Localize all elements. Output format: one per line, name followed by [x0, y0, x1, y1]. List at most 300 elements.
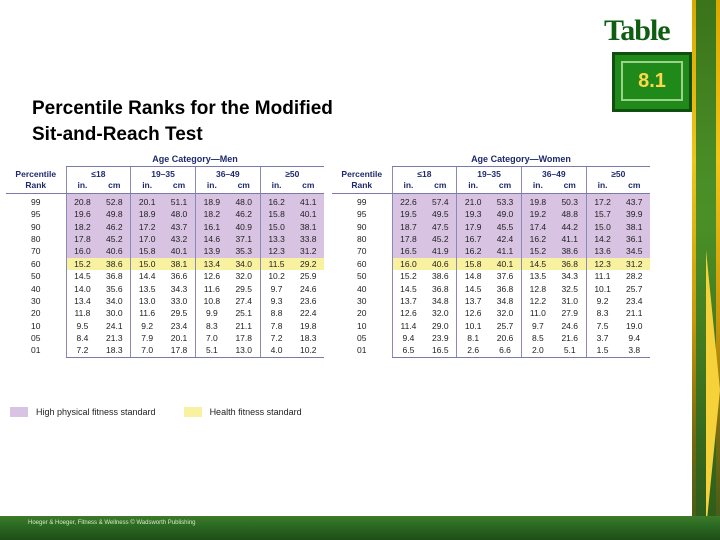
inches-cell: 13.6: [586, 245, 618, 257]
inches-cell: 13.7: [457, 295, 489, 307]
unit-header: cm: [293, 180, 324, 194]
inches-cell: 2.6: [457, 344, 489, 356]
rank-cell: 60: [357, 258, 367, 269]
age-group-header: ≤18: [392, 167, 457, 180]
cm-cell: 38.1: [163, 258, 195, 270]
rank-cell: 95: [31, 209, 41, 220]
rank-cell: 40: [357, 283, 367, 294]
cm-cell: 52.8: [98, 194, 130, 209]
rank-cell: 01: [31, 345, 41, 356]
inches-cell: 7.0: [195, 332, 227, 344]
inches-cell: 9.9: [195, 307, 227, 319]
percentile-table: [6, 167, 324, 357]
inches-cell: 16.5: [392, 245, 424, 257]
cm-cell: 47.5: [424, 220, 456, 232]
rank-header-2: Rank: [6, 180, 66, 194]
cm-cell: 21.1: [625, 308, 643, 319]
cm-cell: 6.6: [499, 345, 511, 356]
table-row: [6, 282, 324, 294]
cm-cell: 3.8: [628, 345, 641, 356]
cm-cell: 51.1: [163, 194, 195, 209]
inches-cell: 16.2: [457, 245, 489, 257]
cm-cell: 35.3: [228, 245, 260, 257]
cm-cell: 33.0: [170, 295, 188, 306]
cm-cell: 21.1: [235, 320, 252, 331]
rank-cell: 20: [357, 308, 367, 319]
table-row: [6, 270, 324, 282]
inches-cell: 8.5: [521, 332, 553, 344]
inches-cell: 18.9: [195, 194, 227, 209]
cm-cell: 5.1: [563, 345, 576, 356]
age-group-header: 36–49: [521, 167, 586, 180]
inches-cell: 5.1: [195, 344, 227, 356]
table-row: [332, 307, 650, 319]
cm-cell: 23.9: [432, 333, 449, 344]
cm-cell: 40.1: [293, 208, 324, 220]
cm-cell: 43.7: [619, 194, 650, 209]
inches-cell: 13.7: [392, 295, 424, 307]
inches-cell: 1.5: [586, 344, 618, 356]
inches-cell: 14.6: [195, 233, 227, 245]
inches-cell: 19.5: [392, 208, 424, 220]
unit-header: cm: [163, 180, 195, 194]
inches-cell: 11.6: [195, 282, 227, 294]
cm-cell: 27.4: [235, 295, 252, 306]
inches-cell: 11.5: [260, 258, 292, 270]
cm-cell: 34.8: [496, 295, 514, 306]
table-row: [332, 233, 650, 245]
high-fitness-swatch: [10, 407, 28, 417]
cm-cell: 22.4: [299, 308, 317, 319]
inches-cell: 8.1: [457, 332, 489, 344]
cm-cell: 49.0: [489, 208, 521, 220]
inches-cell: 7.8: [260, 320, 292, 332]
unit-header: in.: [457, 180, 489, 194]
cm-cell: 37.6: [496, 271, 514, 282]
inches-cell: 18.7: [392, 220, 424, 232]
table-row: [6, 295, 324, 307]
inches-cell: 21.0: [457, 194, 489, 209]
inches-cell: 13.0: [131, 295, 163, 307]
cm-cell: 32.0: [235, 271, 252, 282]
table-row: [332, 194, 650, 209]
cm-cell: 40.6: [424, 258, 456, 270]
rank-cell: 50: [31, 271, 41, 282]
table-row: [332, 258, 650, 270]
age-group-header: 36–49: [195, 167, 260, 180]
cm-cell: 41.1: [554, 233, 586, 245]
inches-cell: 6.5: [392, 344, 424, 356]
inches-cell: 7.9: [131, 332, 163, 344]
cm-cell: 20.6: [496, 333, 514, 344]
rank-cell: 10: [31, 320, 41, 331]
inches-cell: 19.3: [457, 208, 489, 220]
inches-cell: 11.1: [586, 270, 618, 282]
inches-cell: 12.3: [586, 258, 618, 270]
cm-cell: 57.4: [424, 194, 456, 209]
rank-cell: 70: [31, 246, 41, 257]
inches-cell: 22.6: [392, 194, 424, 209]
table-row: [332, 245, 650, 257]
inches-cell: 12.3: [260, 245, 292, 257]
inches-cell: 16.2: [521, 233, 553, 245]
inches-cell: 9.7: [521, 320, 553, 332]
cm-cell: 32.0: [496, 308, 514, 319]
inches-cell: 11.6: [131, 307, 163, 319]
cm-cell: 34.3: [561, 271, 578, 282]
cm-cell: 28.2: [625, 271, 643, 282]
inches-cell: 12.2: [521, 295, 553, 307]
inches-cell: 11.4: [392, 320, 424, 332]
inches-cell: 14.2: [586, 233, 618, 245]
inches-cell: 11.0: [521, 307, 553, 319]
title-line-1: Percentile Ranks for the Modified: [32, 98, 333, 119]
table-row: [332, 282, 650, 294]
inches-cell: 10.8: [195, 295, 227, 307]
cm-cell: 21.3: [106, 333, 123, 344]
unit-header: cm: [619, 180, 650, 194]
inches-cell: 19.2: [521, 208, 553, 220]
health-fitness-swatch: [184, 407, 202, 417]
inches-cell: 16.0: [66, 245, 98, 257]
cm-cell: 39.9: [619, 208, 650, 220]
unit-header: cm: [554, 180, 586, 194]
percentile-table: [332, 167, 650, 357]
cm-cell: 19.0: [625, 320, 643, 331]
cm-cell: 36.8: [432, 283, 449, 294]
cm-cell: 25.7: [496, 320, 514, 331]
inches-cell: 16.2: [260, 194, 292, 209]
inches-cell: 7.2: [260, 332, 292, 344]
inches-cell: 15.2: [66, 258, 98, 270]
cm-cell: 38.6: [554, 245, 586, 257]
inches-cell: 10.1: [586, 282, 618, 294]
cm-cell: 25.9: [299, 271, 317, 282]
inches-cell: 18.9: [131, 208, 163, 220]
cm-cell: 35.6: [106, 283, 123, 294]
cm-cell: 48.0: [163, 208, 195, 220]
cm-cell: 45.2: [98, 233, 130, 245]
cm-cell: 24.6: [299, 283, 317, 294]
cm-cell: 43.7: [163, 220, 195, 232]
inches-cell: 17.9: [457, 220, 489, 232]
cm-cell: 23.4: [170, 320, 188, 331]
cm-cell: 34.8: [432, 295, 449, 306]
cm-cell: 36.1: [619, 233, 650, 245]
inches-cell: 2.0: [521, 344, 553, 356]
table-row: [332, 344, 650, 356]
cm-cell: 40.1: [163, 245, 195, 257]
cm-cell: 53.3: [489, 194, 521, 209]
inches-cell: 16.1: [195, 220, 227, 232]
cm-cell: 10.2: [299, 345, 317, 356]
inches-cell: 9.2: [131, 320, 163, 332]
inches-cell: 3.7: [586, 332, 618, 344]
unit-header: in.: [260, 180, 292, 194]
rank-header-2: Rank: [332, 180, 392, 194]
cm-cell: 34.3: [170, 283, 188, 294]
inches-cell: 10.1: [457, 320, 489, 332]
inches-cell: 17.2: [131, 220, 163, 232]
unit-header: cm: [489, 180, 521, 194]
cm-cell: 48.8: [554, 208, 586, 220]
inches-cell: 15.2: [521, 245, 553, 257]
cm-cell: 46.2: [98, 220, 130, 232]
table-row: [6, 344, 324, 356]
unit-header: in.: [392, 180, 424, 194]
cm-cell: 46.2: [228, 208, 260, 220]
inches-cell: 12.6: [392, 307, 424, 319]
legend: [10, 407, 302, 417]
inches-cell: 7.2: [66, 344, 98, 356]
inches-cell: 13.5: [131, 282, 163, 294]
table-row: [6, 194, 324, 209]
rank-cell: 80: [357, 233, 367, 244]
table-row: [332, 295, 650, 307]
cm-cell: 16.5: [432, 345, 449, 356]
table-row: [6, 320, 324, 332]
inches-cell: 13.5: [521, 270, 553, 282]
cm-cell: 23.4: [625, 295, 643, 306]
cm-cell: 36.6: [170, 271, 188, 282]
inches-cell: 9.2: [586, 295, 618, 307]
rank-cell: 99: [357, 197, 367, 207]
inches-cell: 15.2: [392, 270, 424, 282]
table-number: 8.1: [638, 69, 666, 92]
inches-cell: 12.6: [457, 307, 489, 319]
rank-cell: 95: [357, 209, 367, 220]
cm-cell: 24.1: [106, 320, 123, 331]
inches-cell: 16.7: [457, 233, 489, 245]
inches-cell: 14.5: [457, 282, 489, 294]
unit-header: cm: [424, 180, 456, 194]
rank-header: Percentile: [15, 169, 57, 179]
legend-health-label: Health fitness standard: [209, 407, 302, 417]
cm-cell: 36.8: [554, 258, 586, 270]
inches-cell: 8.3: [195, 320, 227, 332]
cm-cell: 24.6: [561, 320, 578, 331]
unit-header: cm: [98, 180, 130, 194]
inches-cell: 9.3: [260, 295, 292, 307]
inches-cell: 14.5: [392, 282, 424, 294]
unit-header: cm: [228, 180, 260, 194]
inches-cell: 15.8: [260, 208, 292, 220]
rank-cell: 50: [357, 271, 367, 282]
table-row: [6, 307, 324, 319]
inches-cell: 17.8: [392, 233, 424, 245]
inches-cell: 15.7: [586, 208, 618, 220]
age-group-header: 19–35: [131, 167, 196, 180]
cm-cell: 40.6: [98, 245, 130, 257]
unit-header: in.: [586, 180, 618, 194]
cm-cell: 30.0: [106, 308, 123, 319]
title-line-2: Sit-and-Reach Test: [32, 124, 203, 145]
inches-cell: 14.5: [66, 270, 98, 282]
cm-cell: 45.5: [489, 220, 521, 232]
cm-cell: 34.5: [619, 245, 650, 257]
rank-cell: 30: [31, 295, 41, 306]
cm-cell: 29.5: [235, 283, 252, 294]
age-group-header: ≥50: [586, 167, 650, 180]
inches-cell: 9.5: [66, 320, 98, 332]
cm-cell: 27.9: [561, 308, 578, 319]
table-row: [332, 208, 650, 220]
rank-cell: 40: [31, 283, 41, 294]
inches-cell: 18.2: [195, 208, 227, 220]
cm-cell: 45.2: [424, 233, 456, 245]
cm-cell: 37.1: [228, 233, 260, 245]
cm-cell: 17.8: [170, 345, 188, 356]
cm-cell: 41.1: [293, 194, 324, 209]
cm-cell: 40.1: [489, 258, 521, 270]
decorative-side-band: [692, 0, 720, 540]
cm-cell: 32.0: [432, 308, 449, 319]
cm-cell: 32.5: [561, 283, 578, 294]
inches-cell: 14.0: [66, 282, 98, 294]
inches-cell: 14.5: [521, 258, 553, 270]
table-row: [332, 220, 650, 232]
rank-cell: 80: [31, 233, 41, 244]
cm-cell: 20.1: [170, 333, 188, 344]
men-table: [6, 154, 324, 363]
table-row: [6, 220, 324, 232]
inches-cell: 9.4: [392, 332, 424, 344]
inches-cell: 12.6: [195, 270, 227, 282]
cm-cell: 31.2: [619, 258, 650, 270]
cm-cell: 34.0: [106, 295, 123, 306]
inches-cell: 19.6: [66, 208, 98, 220]
inches-cell: 16.0: [392, 258, 424, 270]
cm-cell: 40.9: [228, 220, 260, 232]
inches-cell: 15.8: [131, 245, 163, 257]
rank-cell: 05: [31, 333, 41, 344]
inches-cell: 14.4: [131, 270, 163, 282]
inches-cell: 17.4: [521, 220, 553, 232]
cm-cell: 21.6: [561, 333, 578, 344]
cm-cell: 31.2: [293, 245, 324, 257]
cm-cell: 19.8: [299, 320, 317, 331]
inches-cell: 4.0: [260, 344, 292, 356]
rank-cell: 60: [31, 258, 41, 269]
legend-high-label: High physical fitness standard: [36, 407, 156, 417]
footer-credit: Hoeger & Hoeger, Fitness & Wellness © Wadsworth Publishing: [28, 520, 196, 526]
age-category-heading: Age Category—Men: [66, 154, 324, 167]
inches-cell: 12.8: [521, 282, 553, 294]
page-title: [32, 96, 333, 148]
inches-cell: 13.3: [260, 233, 292, 245]
cm-cell: 25.7: [625, 283, 643, 294]
table-badge-label: Table: [604, 14, 670, 47]
inches-cell: 20.1: [131, 194, 163, 209]
inches-cell: 8.4: [66, 332, 98, 344]
inches-cell: 8.8: [260, 307, 292, 319]
inches-cell: 20.8: [66, 194, 98, 209]
table-bottom-rule: [66, 357, 324, 363]
cm-cell: 9.4: [628, 333, 641, 344]
inches-cell: 8.3: [586, 307, 618, 319]
inches-cell: 15.0: [586, 220, 618, 232]
inches-cell: 7.5: [586, 320, 618, 332]
unit-header: in.: [521, 180, 553, 194]
cm-cell: 31.0: [561, 295, 578, 306]
cm-cell: 38.1: [619, 220, 650, 232]
unit-header: in.: [131, 180, 163, 194]
rank-cell: 99: [31, 197, 41, 207]
age-category-heading: Age Category—Women: [392, 154, 650, 167]
table-row: [6, 332, 324, 344]
cm-cell: 13.0: [235, 345, 252, 356]
cm-cell: 18.3: [106, 345, 123, 356]
inches-cell: 13.9: [195, 245, 227, 257]
table-badge-inner: [621, 61, 683, 101]
cm-cell: 34.0: [228, 258, 260, 270]
cm-cell: 25.1: [235, 308, 252, 319]
age-group-header: 19–35: [457, 167, 522, 180]
cm-cell: 43.2: [163, 233, 195, 245]
cm-cell: 49.5: [424, 208, 456, 220]
cm-cell: 42.4: [489, 233, 521, 245]
cm-cell: 18.3: [299, 333, 317, 344]
table-row: [332, 320, 650, 332]
rank-cell: 70: [357, 246, 367, 257]
cm-cell: 29.2: [293, 258, 324, 270]
inches-cell: 18.2: [66, 220, 98, 232]
cm-cell: 38.6: [98, 258, 130, 270]
rank-cell: 05: [357, 333, 367, 344]
unit-header: in.: [195, 180, 227, 194]
cm-cell: 48.0: [228, 194, 260, 209]
table-badge: [612, 52, 692, 112]
rank-cell: 90: [357, 221, 367, 232]
inches-cell: 10.2: [260, 270, 292, 282]
inches-cell: 19.8: [521, 194, 553, 209]
cm-cell: 49.8: [98, 208, 130, 220]
inches-cell: 15.0: [260, 220, 292, 232]
cm-cell: 33.8: [293, 233, 324, 245]
inches-cell: 9.7: [260, 282, 292, 294]
table-row: [6, 208, 324, 220]
inches-cell: 13.4: [66, 295, 98, 307]
cm-cell: 41.9: [424, 245, 456, 257]
inches-cell: 13.4: [195, 258, 227, 270]
rank-header: Percentile: [341, 169, 383, 179]
cm-cell: 38.6: [432, 271, 449, 282]
inches-cell: 17.0: [131, 233, 163, 245]
table-row: [6, 233, 324, 245]
age-group-header: ≥50: [260, 167, 324, 180]
rank-cell: 01: [357, 345, 367, 356]
rank-cell: 30: [357, 295, 367, 306]
rank-cell: 10: [357, 320, 367, 331]
table-bottom-rule: [392, 357, 650, 363]
cm-cell: 29.0: [432, 320, 449, 331]
cm-cell: 23.6: [299, 295, 317, 306]
cm-cell: 38.1: [293, 220, 324, 232]
cm-cell: 36.8: [106, 271, 123, 282]
inches-cell: 15.8: [457, 258, 489, 270]
women-table-body: [332, 194, 650, 357]
age-group-header: ≤18: [66, 167, 131, 180]
table-row: [332, 270, 650, 282]
cm-cell: 50.3: [554, 194, 586, 209]
cm-cell: 44.2: [554, 220, 586, 232]
rank-cell: 90: [31, 221, 41, 232]
cm-cell: 36.8: [496, 283, 514, 294]
inches-cell: 15.0: [131, 258, 163, 270]
unit-header: in.: [66, 180, 98, 194]
cm-cell: 41.1: [489, 245, 521, 257]
yellow-accent: [706, 250, 720, 530]
